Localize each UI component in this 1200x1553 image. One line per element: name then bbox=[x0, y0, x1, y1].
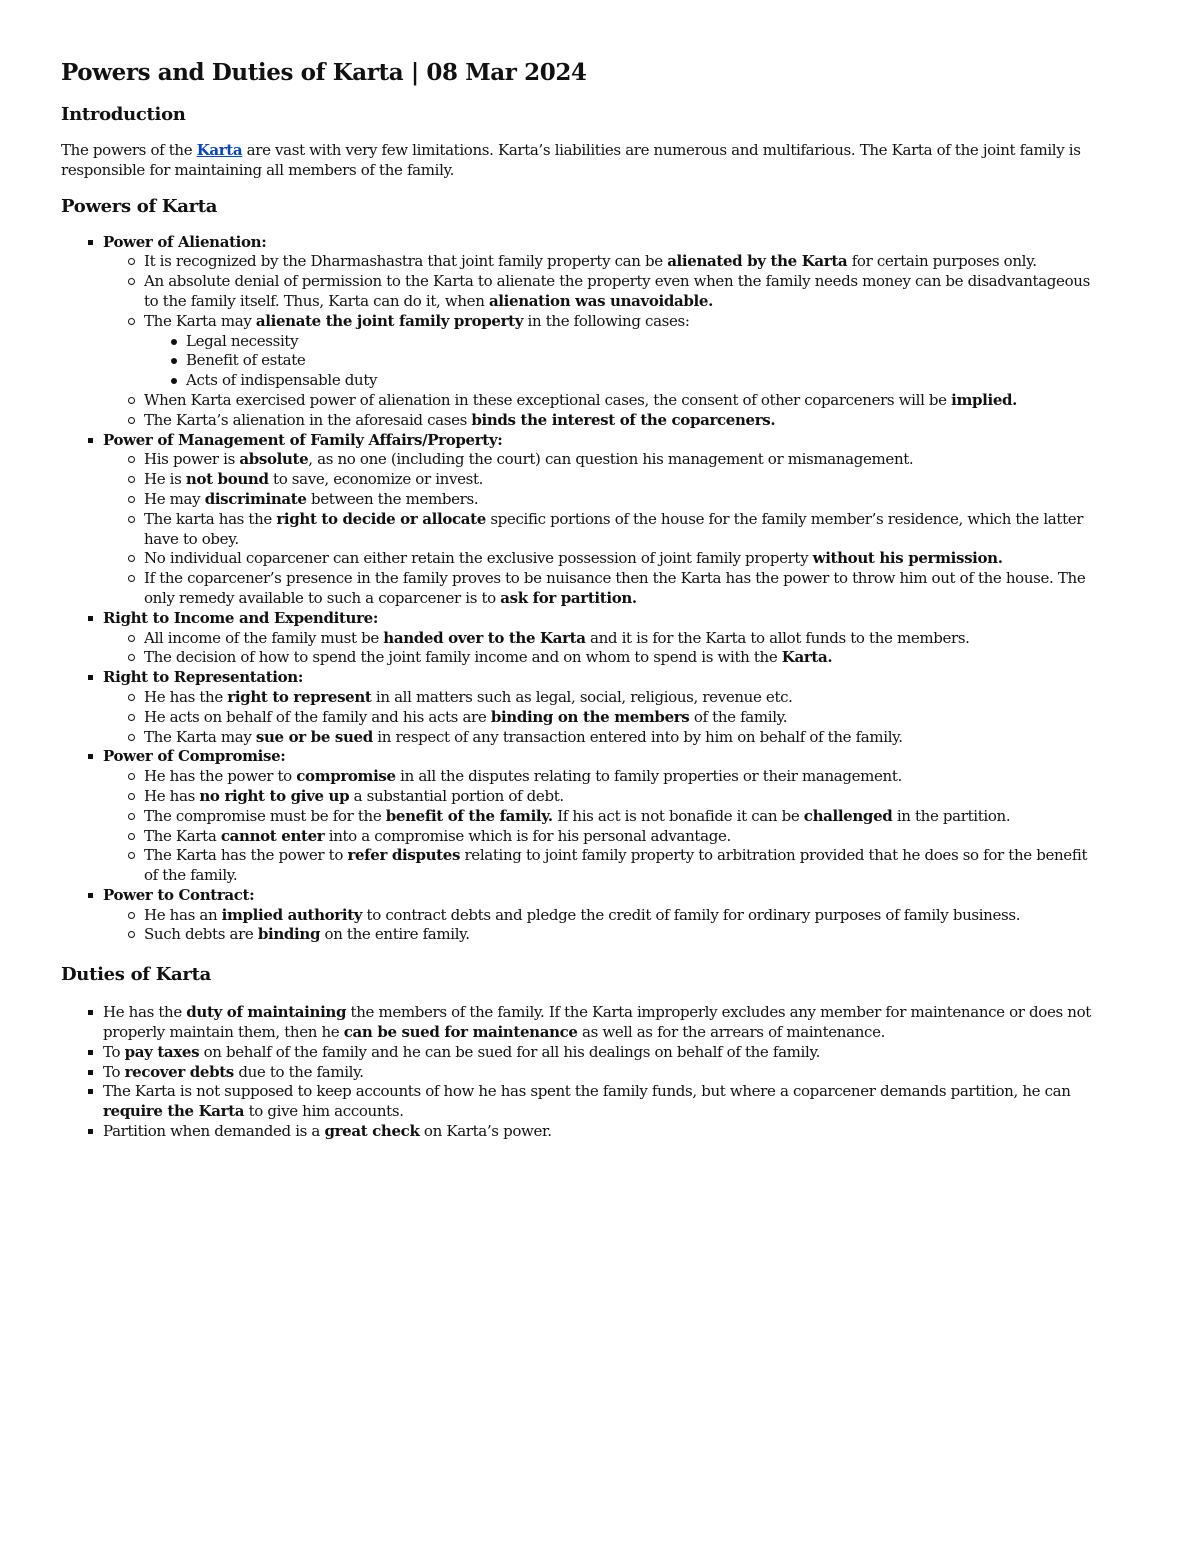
duties-list bbox=[61, 1003, 1100, 1142]
list-item: The decision of how to spend the joint family income and on whom to spend is with the Karta. bbox=[144, 648, 1100, 668]
list-item: Legal necessity bbox=[186, 332, 1100, 352]
list-item: To pay taxes on behalf of the family and he can be sued for all his dealings on behalf of the family. bbox=[103, 1043, 1100, 1063]
list-item: His power is absolute, as no one (including the court) can question his management or mismanagement. bbox=[144, 450, 1100, 470]
list-item: He acts on behalf of the family and his acts are binding on the members of the family. bbox=[144, 708, 1100, 728]
introduction-heading: Introduction bbox=[61, 104, 186, 125]
list-item: If the coparcener’s presence in the family proves to be nuisance then the Karta has the power to throw him out of the house. The only remedy available to such a coparcener is to ask for partition. bbox=[144, 569, 1100, 609]
list-item: He has the power to compromise in all the disputes relating to family properties or their management. bbox=[144, 767, 1100, 787]
power-title: Power to Contract: bbox=[103, 885, 255, 904]
powers-heading: Powers of Karta bbox=[61, 195, 218, 217]
duties-heading: Duties of Karta bbox=[61, 964, 211, 986]
list-item: Benefit of estate bbox=[186, 351, 1100, 371]
karta-link[interactable]: Karta bbox=[196, 141, 243, 159]
power-compromise bbox=[103, 747, 1100, 886]
list-item: The Karta’s alienation in the aforesaid cases binds the interest of the coparceners. bbox=[144, 411, 1100, 431]
list-item: When Karta exercised power of alienation in these exceptional cases, the consent of other coparceners will be implied. bbox=[144, 391, 1100, 411]
power-title: Power of Alienation: bbox=[103, 232, 267, 251]
list-item: The Karta cannot enter into a compromise which is for his personal advantage. bbox=[144, 827, 1100, 847]
power-title: Power of Compromise: bbox=[103, 747, 286, 766]
list-item: He has no right to give up a substantial portion of debt. bbox=[144, 787, 1100, 807]
page-title: Powers and Duties of Karta | 08 Mar 2024 bbox=[61, 59, 587, 86]
power-income-expenditure bbox=[103, 609, 1100, 668]
list-item: To recover debts due to the family. bbox=[103, 1063, 1100, 1083]
list-item: Acts of indispensable duty bbox=[186, 371, 1100, 391]
alienation-cases-list bbox=[144, 332, 1100, 391]
list-item: The karta has the right to decide or allocate specific portions of the house for the family member’s residence, which the latter have to obey. bbox=[144, 510, 1100, 550]
power-title: Right to Income and Expenditure: bbox=[103, 608, 379, 627]
power-representation bbox=[103, 668, 1100, 747]
list-item: It is recognized by the Dharmashastra that joint family property can be alienated by the Karta for certain purposes only. bbox=[144, 252, 1100, 272]
list-item: He may discriminate between the members. bbox=[144, 490, 1100, 510]
power-alienation bbox=[103, 233, 1100, 431]
list-item: The Karta may alienate the joint family property in the following cases: Legal necessity Benefit of estate Acts of indispensable duty bbox=[144, 312, 1100, 391]
powers-list bbox=[61, 233, 1100, 946]
list-item: He has the right to represent in all matters such as legal, social, religious, revenue etc. bbox=[144, 688, 1100, 708]
list-item: Partition when demanded is a great check on Karta’s power. bbox=[103, 1122, 1100, 1142]
list-item: An absolute denial of permission to the Karta to alienate the property even when the family needs money can be disadvantageous to the family itself. Thus, Karta can do it, when alienation was unavoidable. bbox=[144, 272, 1100, 312]
introduction-paragraph: The powers of the Karta are vast with very few limitations. Karta’s liabilities are numerous and multifarious. The Karta of the joint family is responsible for maintaining all members of the family. bbox=[61, 141, 1081, 179]
list-item: He is not bound to save, economize or invest. bbox=[144, 470, 1100, 490]
power-management bbox=[103, 431, 1100, 609]
list-item: No individual coparcener can either retain the exclusive possession of joint family property without his permission. bbox=[144, 549, 1100, 569]
list-item: He has the duty of maintaining the members of the family. If the Karta improperly excludes any member for maintenance or does not properly maintain them, then he can be sued for maintenance as well as for the arrears of maintenance. bbox=[103, 1003, 1100, 1043]
list-item: The compromise must be for the benefit of the family. If his act is not bonafide it can be challenged in the partition. bbox=[144, 807, 1100, 827]
power-title: Power of Management of Family Affairs/Property: bbox=[103, 430, 503, 449]
list-item: Such debts are binding on the entire family. bbox=[144, 925, 1100, 945]
list-item: The Karta has the power to refer disputes relating to joint family property to arbitration provided that he does so for the benefit of the family. bbox=[144, 846, 1100, 886]
list-item: The Karta is not supposed to keep accounts of how he has spent the family funds, but where a coparcener demands partition, he can require the Karta to give him accounts. bbox=[103, 1082, 1100, 1122]
list-item: All income of the family must be handed over to the Karta and it is for the Karta to allot funds to the members. bbox=[144, 629, 1100, 649]
power-title: Right to Representation: bbox=[103, 668, 304, 687]
list-item: He has an implied authority to contract debts and pledge the credit of family for ordinary purposes of family business. bbox=[144, 906, 1100, 926]
list-item: The Karta may sue or be sued in respect of any transaction entered into by him on behalf of the family. bbox=[144, 728, 1100, 748]
power-contract bbox=[103, 886, 1100, 945]
